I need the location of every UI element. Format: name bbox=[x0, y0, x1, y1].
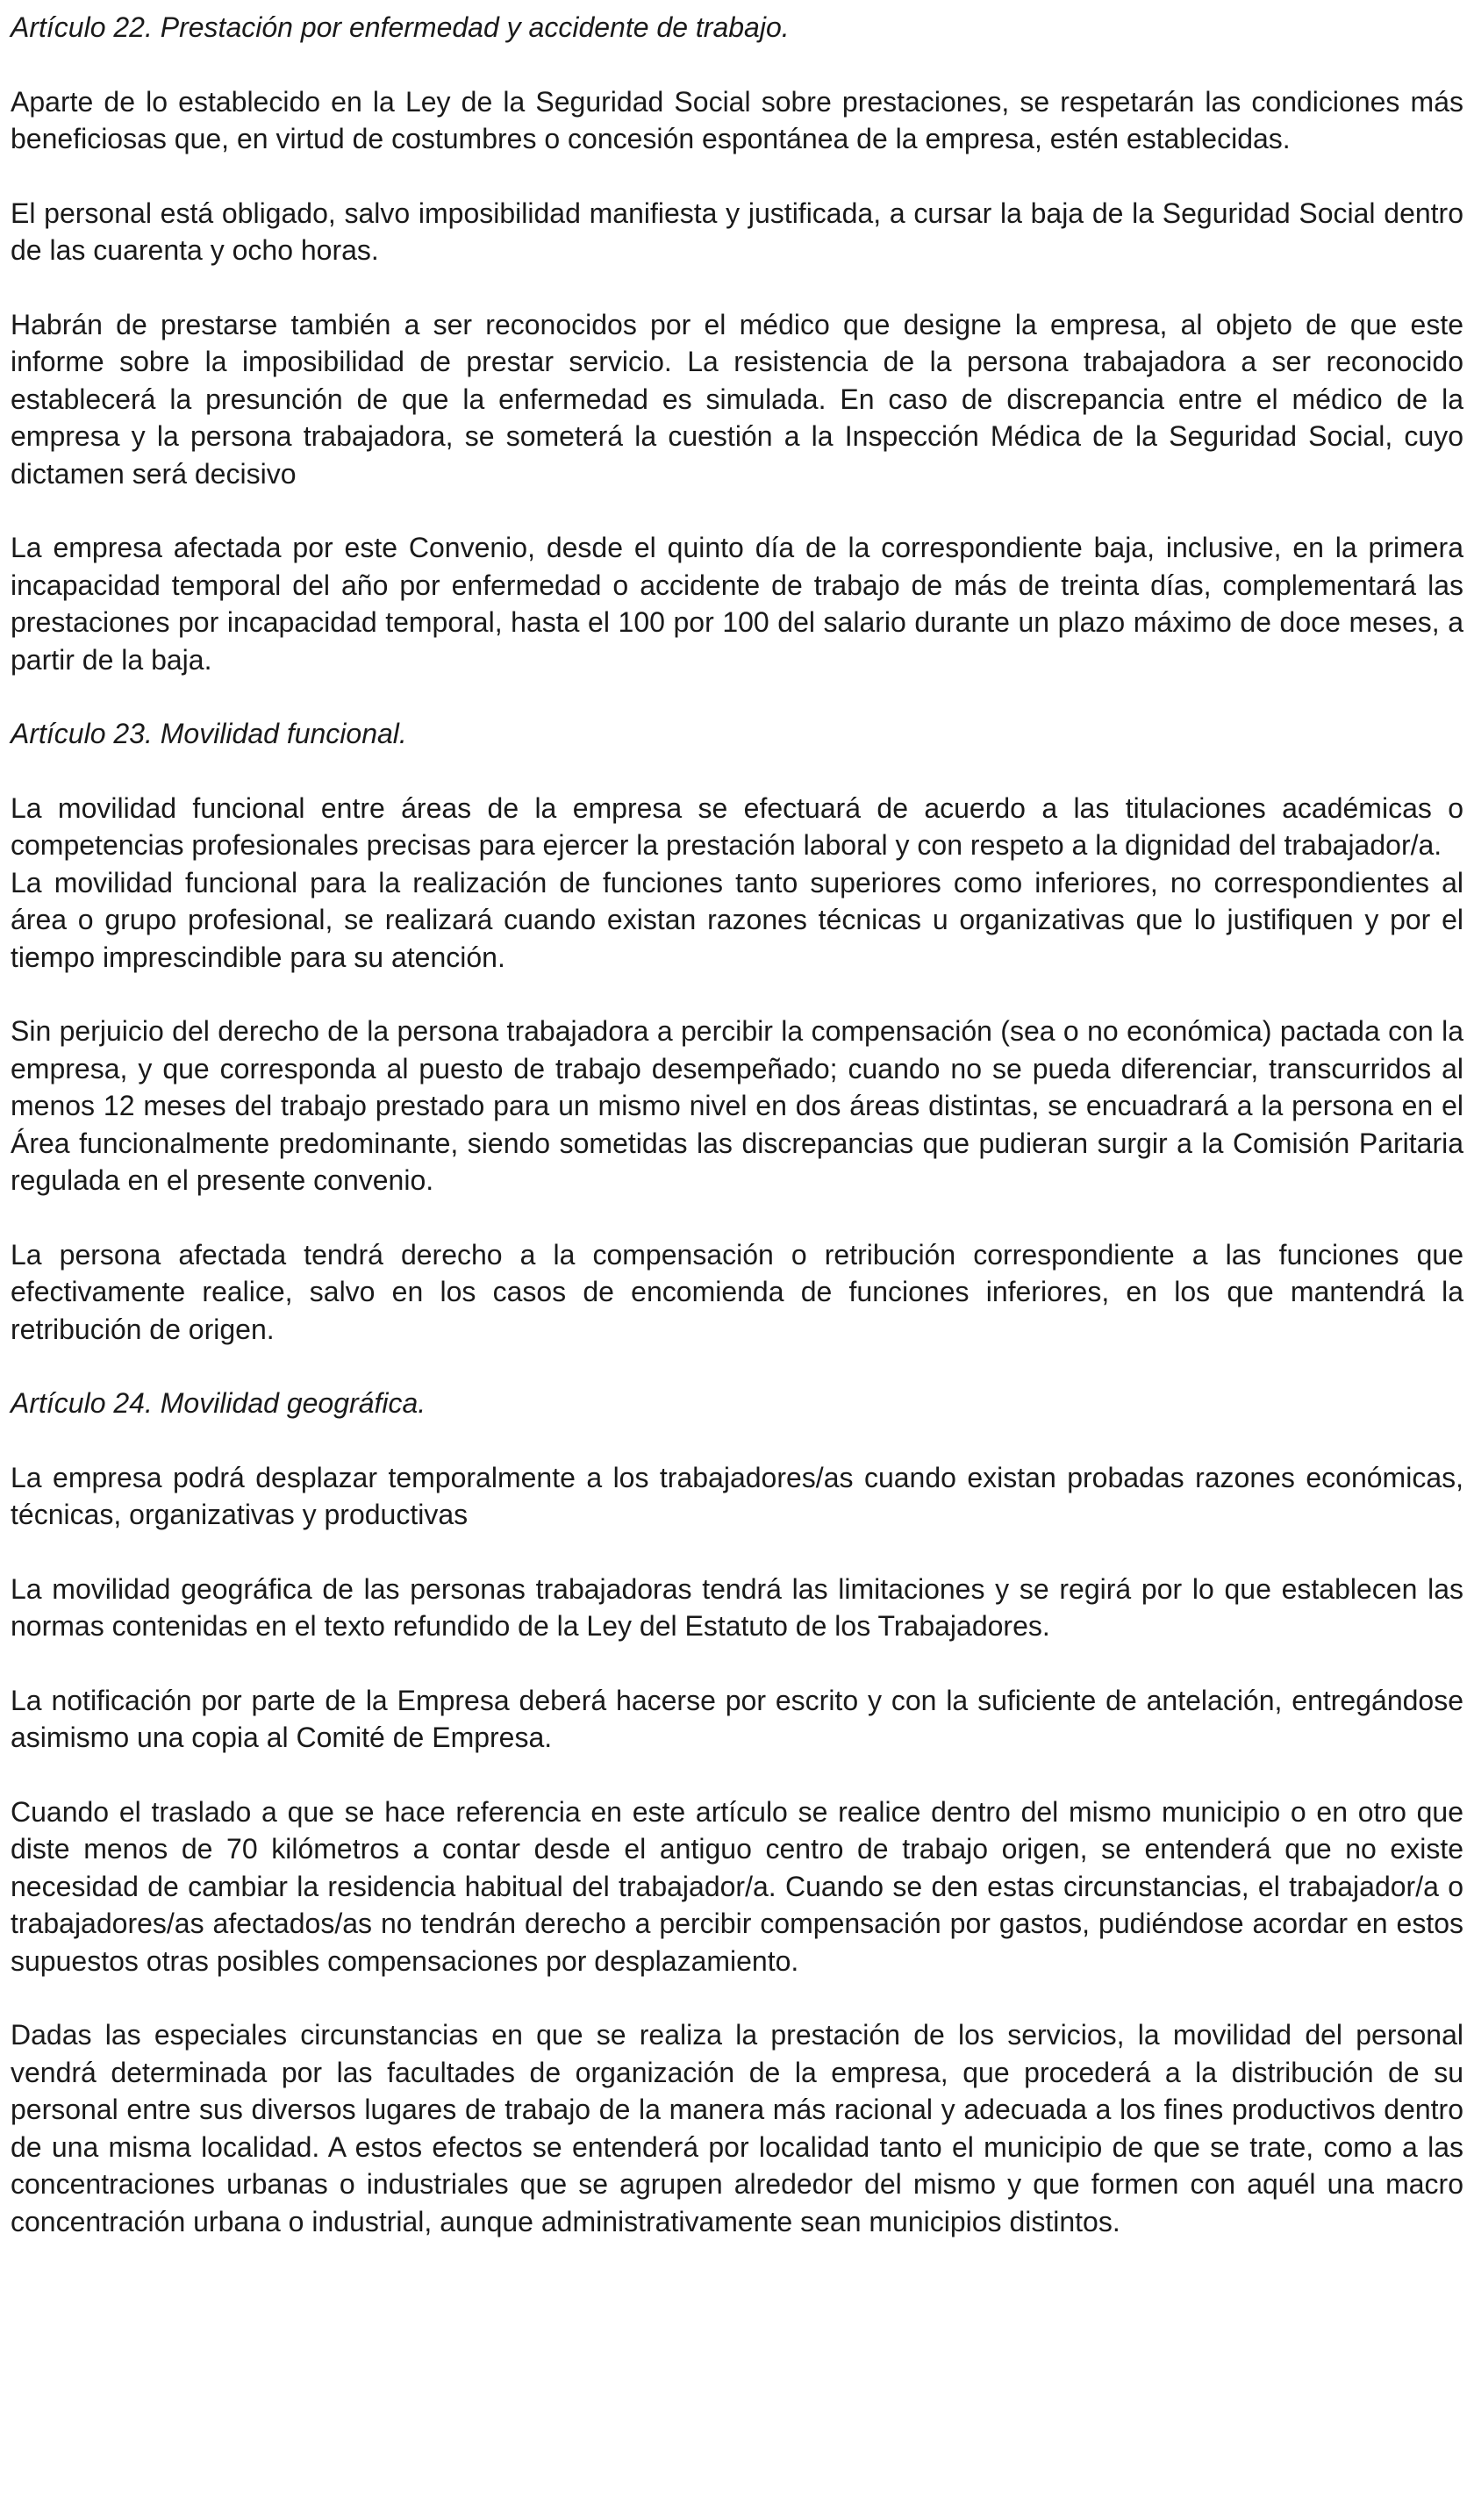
article-24-paragraph: Cuando el traslado a que se hace referencia en este artículo se realice dentro del mismo municipio o en otro que diste menos de 70 kilómetros a contar desde el antiguo centro de trabajo origen, se entenderá que no existe necesidad de cambiar la residencia habitual del trabajador/a. Cuando se den estas circunstancias, el trabajador/a o trabajadores/as afectados/as no tendrán derecho a percibir compensación por gastos, pudiéndose acordar en estos supuestos otras posibles compensaciones por desplazamiento. bbox=[11, 1795, 1463, 1977]
article-24-heading: Artículo 24. Movilidad geográfica. bbox=[11, 1387, 426, 1419]
article-22-section bbox=[11, 9, 1463, 678]
article-23-paragraph: La movilidad funcional entre áreas de la empresa se efectuará de acuerdo a las titulaciones académicas o competencias profesionales precisas para ejercer la prestación laboral y con respeto a la dignidad del trabajador/a. bbox=[11, 791, 1463, 861]
article-22-paragraph: Aparte de lo establecido en la Ley de la Seguridad Social sobre prestaciones, se respetarán las condiciones más beneficiosas que, en virtud de costumbres o concesión espontánea de la empresa, estén establecidas. bbox=[11, 85, 1463, 154]
article-23-heading: Artículo 23. Movilidad funcional. bbox=[11, 718, 407, 749]
article-23-paragraph: La movilidad funcional para la realización de funciones tanto superiores como inferiores, no correspondientes al área o grupo profesional, se realizará cuando existan razones técnicas u organizativas que lo justifiquen y por el tiempo imprescindible para su atención. bbox=[11, 866, 1463, 973]
article-24-section bbox=[11, 1385, 1463, 2240]
article-24-paragraph: La movilidad geográfica de las personas trabajadoras tendrá las limitaciones y se regirá por lo que establecen las normas contenidas en el texto refundido de la Ley del Estatuto de los Trabajadores. bbox=[11, 1572, 1463, 1642]
article-22-paragraph: El personal está obligado, salvo imposibilidad manifiesta y justificada, a cursar la baja de la Seguridad Social dentro de las cuarenta y ocho horas. bbox=[11, 197, 1463, 266]
article-23-paragraph: La persona afectada tendrá derecho a la compensación o retribución correspondiente a las funciones que efectivamente realice, salvo en los casos de encomienda de funciones inferiores, en los que mantendrá la retribución de origen. bbox=[11, 1238, 1463, 1345]
article-24-paragraph: Dadas las especiales circunstancias en que se realiza la prestación de los servicios, la movilidad del personal vendrá determinada por las facultades de organización de la empresa, que procederá a la distribución de su personal entre sus diversos lugares de trabajo de la manera más racional y adecuada a los fines productivos dentro de una misma localidad. A estos efectos se entenderá por localidad tanto el municipio de que se trate, como a las concentraciones urbanas o industriales que se agrupen alrededor del mismo y que formen con aquél una macro concentración urbana o industrial, aunque administrativamente sean municipios distintos. bbox=[11, 2019, 1463, 2237]
article-22-heading: Artículo 22. Prestación por enfermedad y accidente de trabajo. bbox=[11, 11, 790, 43]
article-24-paragraph: La empresa podrá desplazar temporalmente a los trabajadores/as cuando existan probadas razones económicas, técnicas, organizativas y productivas bbox=[11, 1461, 1463, 1530]
article-23-section bbox=[11, 715, 1463, 1348]
article-24-paragraph: La notificación por parte de la Empresa deberá hacerse por escrito y con la suficiente de antelación, entregándose asimismo una copia al Comité de Empresa. bbox=[11, 1684, 1463, 1753]
article-22-paragraph: Habrán de prestarse también a ser reconocidos por el médico que designe la empresa, al objeto de que este informe sobre la imposibilidad de prestar servicio. La resistencia de la persona trabajadora a ser reconocido establecerá la presunción de que la enfermedad es simulada. En caso de discrepancia entre el médico de la empresa y la persona trabajadora, se someterá la cuestión a la Inspección Médica de la Seguridad Social, cuyo dictamen será decisivo bbox=[11, 308, 1463, 490]
article-22-paragraph: La empresa afectada por este Convenio, desde el quinto día de la correspondiente baja, inclusive, en la primera incapacidad temporal del año por enfermedad o accidente de trabajo de más de treinta días, complementará las prestaciones por incapacidad temporal, hasta el 100 por 100 del salario durante un plazo máximo de doce meses, a partir de la baja. bbox=[11, 532, 1463, 676]
article-23-paragraph: Sin perjuicio del derecho de la persona trabajadora a percibir la compensación (sea o no económica) pactada con la empresa, y que corresponda al puesto de trabajo desempeñado; cuando no se pueda diferenciar, transcurridos al menos 12 meses del trabajo prestado para un mismo nivel en dos áreas distintas, se encuadrará a la persona en el Área funcionalmente predominante, siendo sometidas las discrepancias que pudieran surgir a la Comisión Paritaria regulada en el presente convenio. bbox=[11, 1015, 1463, 1196]
